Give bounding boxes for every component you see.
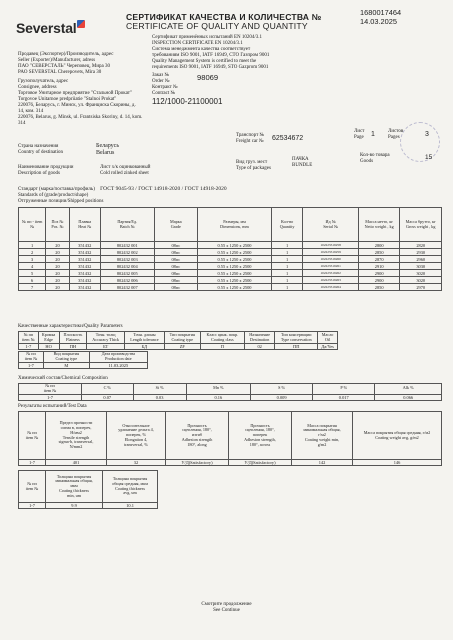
- shipped-cell: 08пс: [154, 249, 198, 256]
- quality-col-coating-class: Класс цинк. покр. Coating class: [200, 332, 244, 344]
- col-gross: Масса брутто, кг Gross weight , kg: [400, 208, 442, 242]
- shipped-cell: 102223519260: [303, 256, 359, 263]
- thickness-row: [19, 503, 158, 509]
- thickness-col-item: № пп item №: [19, 471, 46, 503]
- chem-col-si: Si %: [133, 384, 186, 395]
- packages-value: [292, 157, 312, 169]
- tests-col-tensile: Предел прочности сигма в, попереч, Н/мм2 Tensile strength sigma-b, transversal, N/mm2: [46, 412, 107, 460]
- col-grade: Марка Grade: [154, 208, 198, 242]
- seller-line: ПАО "СЕВЕРСТАЛЬ" Череповец, Мира 30: [18, 64, 110, 69]
- country-value-ru: Беларусь: [96, 143, 120, 149]
- chem-label: Химический состав/Chemical Composition: [18, 376, 108, 381]
- tests-col-adhesion-across: Прочность сцепления, 180°, поперек Adhesion strength, 180°, across: [229, 412, 292, 460]
- chem-cell: 0.066: [375, 394, 442, 400]
- goods-qty-label-ru: Кол-во товара: [360, 153, 390, 158]
- tests-cell: 401: [46, 460, 107, 466]
- tests-col-item: № пп item №: [19, 412, 46, 460]
- severstal-logo: [16, 20, 85, 36]
- quality-col-accuracy: Точн. толщ Accuracy Thick: [87, 332, 125, 344]
- goods-value-ru: Лист х/к оцинкованный: [100, 165, 151, 170]
- shipped-row: [19, 270, 442, 277]
- col-batch: Партия/Ед. Batch №: [100, 208, 154, 242]
- logo-text: Severstal: [16, 20, 77, 36]
- shipped-cell: 08пс: [154, 263, 198, 270]
- thickness-cell: 9.9: [46, 503, 103, 509]
- shipped-cell: 20: [46, 263, 69, 270]
- tests-col-coating-avg: Масса покрытия общая средняя, г/м2 Coating weight avg, g/m2: [353, 412, 442, 460]
- chem-col-p: P %: [313, 384, 375, 395]
- shipped-cell: 3030: [400, 263, 442, 270]
- production-cell: М: [43, 362, 89, 368]
- shipped-cell: 0.55 x 1250 x 2500: [198, 270, 272, 277]
- shipped-cell: 0.55 x 1250 x 2500: [198, 277, 272, 284]
- shipped-cell: 2970: [400, 284, 442, 291]
- shipped-cell: 351432: [69, 242, 100, 249]
- shipped-cell: 6: [19, 277, 46, 284]
- tests-row: [19, 460, 442, 466]
- quality-col-destination: Назначение Destination: [245, 332, 275, 344]
- quality-row: [19, 344, 338, 350]
- contract-label-en: Contract №: [152, 91, 176, 96]
- shipped-cell: 08пс: [154, 284, 198, 291]
- shipped-row: [19, 256, 442, 263]
- country-value-en: Belarus: [96, 150, 115, 156]
- thickness-cell: 1-7: [19, 503, 46, 509]
- seller-line: PAO SEVERSTAL Cherepovets, Mira 30: [18, 70, 102, 75]
- chem-col-c: C %: [82, 384, 134, 395]
- goods-value: [100, 165, 150, 177]
- chem-cell: 0.009: [251, 394, 313, 400]
- shipped-cell: 102223519263: [303, 277, 359, 284]
- shipped-cell: 102223519258: [303, 242, 359, 249]
- tests-label: Результаты испытаний/Test Data: [18, 404, 87, 409]
- tests-col-elongation: Относительное удлинение дельта 4, поперек, % Elongation 4, transversal, %: [107, 412, 166, 460]
- packages-label: [236, 160, 271, 172]
- shipped-cell: 102223519262: [303, 270, 359, 277]
- tests-cell: У/Д(Satisfactory): [229, 460, 292, 466]
- shipped-cell: 802432 004: [100, 263, 154, 270]
- shipped-cell: 1: [271, 256, 302, 263]
- shipped-cell: 802432 002: [100, 249, 154, 256]
- shipped-cell: 08пс: [154, 242, 198, 249]
- shipped-row: [19, 263, 442, 270]
- quality-col-flatness: Плоскость Flatness: [59, 332, 87, 344]
- shipped-cell: 2870: [358, 256, 399, 263]
- production-col-coating: Вид покрытия Coating type: [43, 352, 89, 363]
- col-item: № пп - item №: [19, 208, 46, 242]
- tests-cell: 32: [107, 460, 166, 466]
- shipped-cell: 0.55 x 1250 x 2500: [198, 284, 272, 291]
- thickness-col-min: Толщина покрытия минимальная общая, мкм Coating thickness min, um: [46, 471, 103, 503]
- col-heat: Плавка Heat №: [69, 208, 100, 242]
- shipped-cell: 3020: [400, 277, 442, 284]
- chem-table: [18, 383, 442, 401]
- shipped-cell: 351432: [69, 270, 100, 277]
- shipped-cell: 1: [271, 284, 302, 291]
- shipped-cell: 20: [46, 249, 69, 256]
- standards-label-en: Standards of (grade/product/shape): [18, 193, 89, 198]
- goods-label-en: Description of goods: [18, 171, 60, 176]
- shipped-cell: 351432: [69, 256, 100, 263]
- quality-cell: НО: [38, 344, 59, 350]
- shipped-cell: 802432 001: [100, 242, 154, 249]
- shipped-cell: 102223519261: [303, 263, 359, 270]
- quality-cell: ZF: [164, 344, 200, 350]
- logo-mark-icon: [77, 20, 85, 28]
- shipped-cell: 802432 005: [100, 270, 154, 277]
- country-label: [18, 144, 63, 156]
- stamp-mark: [400, 122, 440, 162]
- shipped-cell: 2850: [358, 249, 399, 256]
- chem-cell: 1-7: [19, 394, 82, 400]
- shipped-cell: 08пс: [154, 277, 198, 284]
- shipped-cell: 2910: [358, 263, 399, 270]
- shipped-cell: 20: [46, 277, 69, 284]
- seller-line: Seller (Exporter)/Manufacturer, adress: [18, 58, 96, 63]
- cert-line: INSPECTION CERTIFICATE EN 10204/3.1: [152, 41, 243, 46]
- shipped-cell: 351432: [69, 263, 100, 270]
- chem-cell: 0.07: [82, 394, 134, 400]
- consignee-line: Торговое Унитарное предприятие "Стальной Прокат": [18, 91, 132, 96]
- thickness-cell: 10.1: [103, 503, 158, 509]
- shipped-cell: 1: [271, 270, 302, 277]
- seller-line: Продавец (Экспортер)/Производитель, адрес: [18, 52, 114, 57]
- cert-line: требованиям ISO 9001, IATF 16949, СТО Газпром 9001: [152, 53, 270, 58]
- production-cell: 11.03.2025: [89, 362, 147, 368]
- shipped-cell: 3020: [400, 270, 442, 277]
- shipped-cell: 2900: [358, 270, 399, 277]
- quality-cell: ПН: [59, 344, 87, 350]
- certificate-title-en: CERTIFICATE OF QUALITY AND QUANTITY: [126, 21, 308, 31]
- page-number: 1: [371, 131, 375, 138]
- shipped-cell: 20: [46, 284, 69, 291]
- goods-value-en: Cold rolled zinked sheet: [100, 171, 149, 176]
- standards-label: Стандарт (марка/поставка/профиль): [18, 187, 95, 192]
- chem-col-alk: Alk %: [375, 384, 442, 395]
- transport-label: [236, 133, 264, 145]
- quality-cell: Да/Yes: [318, 344, 338, 350]
- pages-count: 3: [425, 131, 429, 138]
- country-value: [96, 143, 119, 157]
- cert-line: Система менеджмента качества соответствует: [152, 47, 251, 52]
- consignee-line: Torgovoe Unitarnoe predpriiatie "Stalnoi Prokat": [18, 97, 117, 102]
- shipped-cell: 1: [19, 242, 46, 249]
- packages-value-ru: ПАЧКА: [292, 157, 309, 162]
- shipped-cell: 2820: [400, 242, 442, 249]
- order-labels: [152, 73, 192, 97]
- shipped-cell: 351432: [69, 284, 100, 291]
- quality-cell: ПП: [275, 344, 318, 350]
- shipped-table: [18, 207, 442, 291]
- shipped-row: [19, 242, 442, 249]
- shipped-cell: 351432: [69, 249, 100, 256]
- continued-note: [0, 602, 453, 614]
- shipped-cell: 1: [271, 249, 302, 256]
- certificate-title-ru: СЕРТИФИКАТ КАЧЕСТВА И КОЛИЧЕСТВА №: [126, 12, 322, 22]
- shipped-cell: 1: [271, 277, 302, 284]
- continued-note-en: See Continue: [213, 608, 240, 613]
- quality-col-oil: Масло Oil: [318, 332, 338, 344]
- shipped-cell: 2800: [358, 242, 399, 249]
- packages-label-en: Type of packages: [236, 166, 271, 171]
- chem-col-item: № пп item №: [19, 384, 82, 395]
- shipped-cell: 102223519264: [303, 284, 359, 291]
- standards-value: ГОСТ 9045-93 / ГОСТ 14918-2020 / ГОСТ 14918-2020: [100, 186, 227, 192]
- consignee-block: [18, 79, 143, 127]
- page-label: [354, 129, 364, 141]
- chem-col-s: S %: [251, 384, 313, 395]
- tests-col-adhesion-along: Прочность сцепления, 180°, изгиб Adhesion strength 180°, along: [166, 412, 229, 460]
- chem-col-mn: Mn %: [186, 384, 250, 395]
- shipped-cell: 2: [19, 249, 46, 256]
- shipped-positions-label: Отгруженные позиции/Shipped positions: [18, 199, 104, 204]
- shipped-cell: 7: [19, 284, 46, 291]
- pages-label-ru: Листов: [388, 129, 404, 134]
- quality-cell: БТ: [87, 344, 125, 350]
- chem-cell: 0.16: [186, 394, 250, 400]
- tests-col-coating-min: Масса покрытия минимальная общая, г/м2 Coating weight min, g/m2: [292, 412, 353, 460]
- page-label-en: Page: [354, 135, 364, 140]
- thickness-table: [18, 470, 158, 509]
- tests-cell: 1-7: [19, 460, 46, 466]
- shipped-cell: 2850: [358, 284, 399, 291]
- shipped-cell: 0.55 x 1250 x 2500: [198, 263, 272, 270]
- shipped-cell: 5: [19, 270, 46, 277]
- col-quantity: Кол-во Quantity: [271, 208, 302, 242]
- quality-col-length: Точн. длины Length tolerance: [125, 332, 165, 344]
- goods-label: [18, 165, 73, 177]
- shipped-cell: 802432 006: [100, 277, 154, 284]
- cert-line: Quality Management System is certified to meet the: [152, 59, 257, 64]
- contract-label-ru: Контракт №: [152, 85, 178, 90]
- shipped-cell: 1: [271, 242, 302, 249]
- cert-line: requirements ISO 9001, IATF 16949, STO Gazprom 9001: [152, 65, 269, 70]
- chem-row: [19, 394, 442, 400]
- shipped-cell: 2930: [400, 249, 442, 256]
- transport-label-en: Freight car №: [236, 139, 264, 144]
- certificate-date: 14.03.2025: [360, 17, 397, 26]
- production-cell: 1-7: [19, 362, 44, 368]
- col-pos: Поз № Pos. №: [46, 208, 69, 242]
- country-label-ru: Страна назначения: [18, 144, 59, 149]
- goods-qty-label: [360, 153, 390, 165]
- shipped-cell: 20: [46, 270, 69, 277]
- order-number: 98069: [197, 73, 219, 82]
- shipped-cell: 802432 007: [100, 284, 154, 291]
- goods-qty-label-en: Goods: [360, 159, 374, 164]
- continued-note-ru: Смотрите продолжение: [201, 602, 252, 607]
- consignee-line: 220076, Belarus, g. Minsk, ul. Frantsiska Skoriny, d. 14, kom. 314: [18, 115, 143, 126]
- shipped-cell: 2960: [400, 256, 442, 263]
- shipped-cell: 3: [19, 256, 46, 263]
- shipped-table-header: [19, 208, 442, 242]
- production-col-item: № пп item №: [19, 352, 44, 363]
- shipped-cell: 0.55 x 1250 x 2500: [198, 256, 272, 263]
- quality-col-conservation: Тип консервации Type conservation: [275, 332, 318, 344]
- shipped-cell: 08пс: [154, 270, 198, 277]
- shipped-cell: 4: [19, 263, 46, 270]
- chem-cell: 0.017: [313, 394, 375, 400]
- quality-col-item: № пп item №: [19, 332, 39, 344]
- packages-label-ru: Вид груз. мест: [236, 160, 268, 165]
- consignee-line: Грузополучатель, адрес: [18, 79, 69, 84]
- pages-label: [388, 129, 403, 141]
- cert-line: Сертификат применённых испытаний EN 10204/3.1: [152, 35, 263, 40]
- contract-number: 112/1000-21100001: [152, 97, 223, 106]
- shipped-cell: 2900: [358, 277, 399, 284]
- shipped-cell: 102223519259: [303, 249, 359, 256]
- transport-label-ru: Транспорт №: [236, 133, 265, 138]
- consignee-line: 220076, Беларусь, г. Минск, ул. Франциска Скорины, д. 14, ком. 314: [18, 103, 136, 114]
- transport-number: 62534672: [272, 135, 304, 142]
- shipped-cell: 20: [46, 242, 69, 249]
- shipped-row: [19, 249, 442, 256]
- shipped-cell: 802432 003: [100, 256, 154, 263]
- page-label-ru: Лист: [354, 129, 365, 134]
- order-label-ru: Заказ №: [152, 73, 170, 78]
- shipped-cell: 0.55 x 1250 x 2500: [198, 242, 272, 249]
- pages-label-en: Pages: [388, 135, 400, 140]
- col-dimensions: Размеры, мм Dimensions, mm: [198, 208, 272, 242]
- consignee-line: Consignee, address: [18, 85, 57, 90]
- tests-table: [18, 411, 442, 466]
- quality-col-coating-type: Тип покрытия Coating type: [164, 332, 200, 344]
- quality-table: [18, 331, 338, 350]
- tests-cell: У/Д(Satisfactory): [166, 460, 229, 466]
- shipped-cell: 20: [46, 256, 69, 263]
- quality-cell: П: [200, 344, 244, 350]
- quality-label: Качественные характеристики/Quality Parameters: [18, 324, 123, 329]
- quality-cell: БД: [125, 344, 165, 350]
- country-label-en: Country of destination: [18, 150, 63, 155]
- certification-block: [152, 35, 292, 71]
- shipped-cell: 351432: [69, 277, 100, 284]
- seller-block: [18, 52, 128, 76]
- quality-cell: 02: [245, 344, 275, 350]
- shipped-cell: 0.55 x 1250 x 2500: [198, 249, 272, 256]
- quality-cell: 1-7: [19, 344, 39, 350]
- standards-block: [18, 186, 227, 205]
- tests-cell: 146: [353, 460, 442, 466]
- goods-qty-value: 15: [425, 154, 433, 161]
- quality-col-edge: Кромка Edge: [38, 332, 59, 344]
- chem-cell: 0.03: [133, 394, 186, 400]
- shipped-cell: 08пс: [154, 256, 198, 263]
- packages-value-en: BUNDLE: [292, 163, 313, 168]
- shipped-cell: 1: [271, 263, 302, 270]
- goods-label-ru: Наименование продукции: [18, 165, 74, 170]
- shipped-row: [19, 277, 442, 284]
- tests-cell: 142: [292, 460, 353, 466]
- shipped-row: [19, 284, 442, 291]
- production-row: [19, 362, 148, 368]
- production-table: [18, 351, 148, 369]
- col-netto: Масса нетто, кг Netto weight , kg: [358, 208, 399, 242]
- production-col-date: Дата производства Production date: [89, 352, 147, 363]
- col-serial: Ид № Serial №: [303, 208, 359, 242]
- order-label-en: Order №: [152, 79, 170, 84]
- certificate-number: 1680017464: [360, 8, 402, 17]
- thickness-col-avg: Толщина покрытия общая средняя, мкм Coating thickness avg, um: [103, 471, 158, 503]
